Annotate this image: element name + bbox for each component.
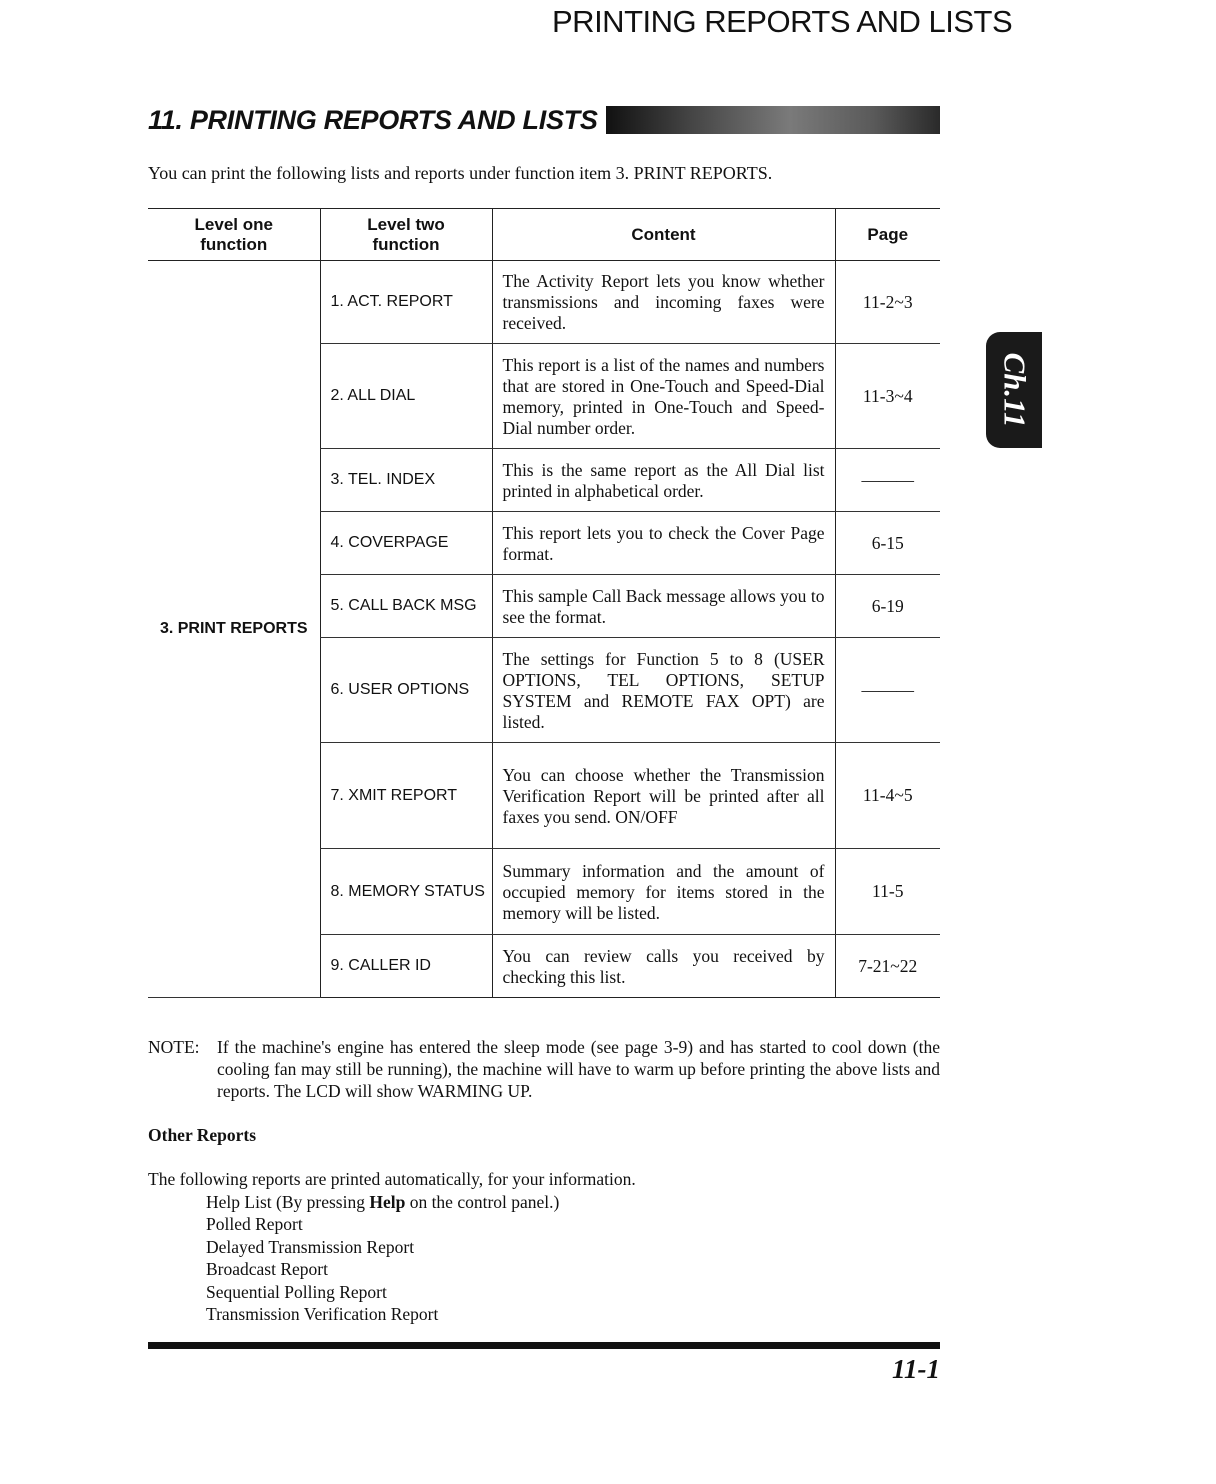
page-cell: 7-21~22	[835, 935, 940, 998]
page-cell: ———	[835, 638, 940, 743]
intro-text: You can print the following lists and reports under function item 3. PRINT REPORTS.	[148, 163, 773, 183]
other-reports-heading: Other Reports	[148, 1125, 257, 1145]
content-cell: This is the same report as the All Dial list printed in alphabetical order.	[492, 449, 835, 512]
header-content: Content	[492, 209, 835, 261]
level-one-cell: 3. PRINT REPORTS	[148, 261, 320, 998]
list-item: Delayed Transmission Report	[206, 1236, 415, 1257]
page-cell: 11-4~5	[835, 743, 940, 849]
level-two-cell: 5. CALL BACK MSG	[320, 575, 492, 638]
level-two-cell: 8. MEMORY STATUS	[320, 849, 492, 935]
help-prefix: Help List (By pressing	[206, 1192, 370, 1212]
header-page: Page	[835, 209, 940, 261]
note-text: If the machine's engine has entered the sleep mode (see page 3-9) and has started to cool down (the cooling fan may still be running), the machine will have to warm up before printing the above lists and reports. The LCD will show WARMING UP.	[217, 1037, 940, 1101]
header-level-two-line1: Level two	[367, 214, 445, 234]
level-two-cell: 7. XMIT REPORT	[320, 743, 492, 849]
list-item-help-list	[206, 1191, 559, 1213]
page-cell: 11-5	[835, 849, 940, 935]
content-cell: This report lets you to check the Cover Page format.	[492, 512, 835, 575]
header-level-one	[148, 209, 320, 261]
page-cell: 11-2~3	[835, 261, 940, 344]
header-level-two	[320, 209, 492, 261]
level-two-cell: 2. ALL DIAL	[320, 344, 492, 449]
help-key: Help	[369, 1192, 406, 1212]
level-two-cell: 6. USER OPTIONS	[320, 638, 492, 743]
content-cell: This report is a list of the names and numbers that are stored in One-Touch and Speed-Dial memory, printed in One-Touch and Speed-Dial number order.	[492, 344, 835, 449]
footer-rule	[148, 1342, 940, 1349]
chapter-tab-label: Ch.11	[997, 352, 1032, 428]
note-label: NOTE:	[148, 1037, 200, 1057]
other-reports-list	[206, 1191, 559, 1325]
chapter-heading	[148, 100, 940, 140]
page-cell: 11-3~4	[835, 344, 940, 449]
running-head: PRINTING REPORTS AND LISTS	[552, 4, 1013, 39]
page-cell: 6-19	[835, 575, 940, 638]
print-reports-table	[148, 208, 940, 998]
content-cell: The settings for Function 5 to 8 (USER OPTIONS, TEL OPTIONS, SETUP SYSTEM and REMOTE FAX OPT) are listed.	[492, 638, 835, 743]
header-level-two-line2: function	[372, 234, 440, 254]
chapter-title: 11. PRINTING REPORTS AND LISTS	[148, 104, 598, 135]
content-cell: The Activity Report lets you know whether transmissions and incoming faxes were received.	[492, 261, 835, 344]
content-cell: You can review calls you received by checking this list.	[492, 935, 835, 998]
other-reports-intro: The following reports are printed automatically, for your information.	[148, 1169, 636, 1189]
table-header-row	[148, 209, 940, 261]
list-item: Sequential Polling Report	[206, 1281, 387, 1302]
heading-bar	[606, 106, 940, 134]
page-number: 11-1	[891, 1354, 940, 1384]
help-suffix: on the control panel.)	[405, 1192, 560, 1212]
list-item: Broadcast Report	[206, 1259, 328, 1280]
level-two-cell: 3. TEL. INDEX	[320, 449, 492, 512]
list-item: Transmission Verification Report	[206, 1304, 439, 1325]
level-two-cell: 9. CALLER ID	[320, 935, 492, 998]
content-cell: This sample Call Back message allows you to see the format.	[492, 575, 835, 638]
level-two-cell: 1. ACT. REPORT	[320, 261, 492, 344]
level-two-cell: 4. COVERPAGE	[320, 512, 492, 575]
header-level-one-line1: Level one	[194, 214, 273, 234]
list-item: Polled Report	[206, 1214, 303, 1235]
table-row	[148, 261, 940, 344]
page-cell: 6-15	[835, 512, 940, 575]
header-level-one-line2: function	[200, 234, 268, 254]
content-cell: Summary information and the amount of occupied memory for items stored in the memory will be listed.	[492, 849, 835, 935]
content-cell: You can choose whether the Transmission Verification Report will be printed after all faxes you send. ON/OFF	[492, 743, 835, 849]
note-block	[148, 1036, 940, 1102]
page-cell: ———	[835, 449, 940, 512]
chapter-tab	[986, 332, 1042, 448]
